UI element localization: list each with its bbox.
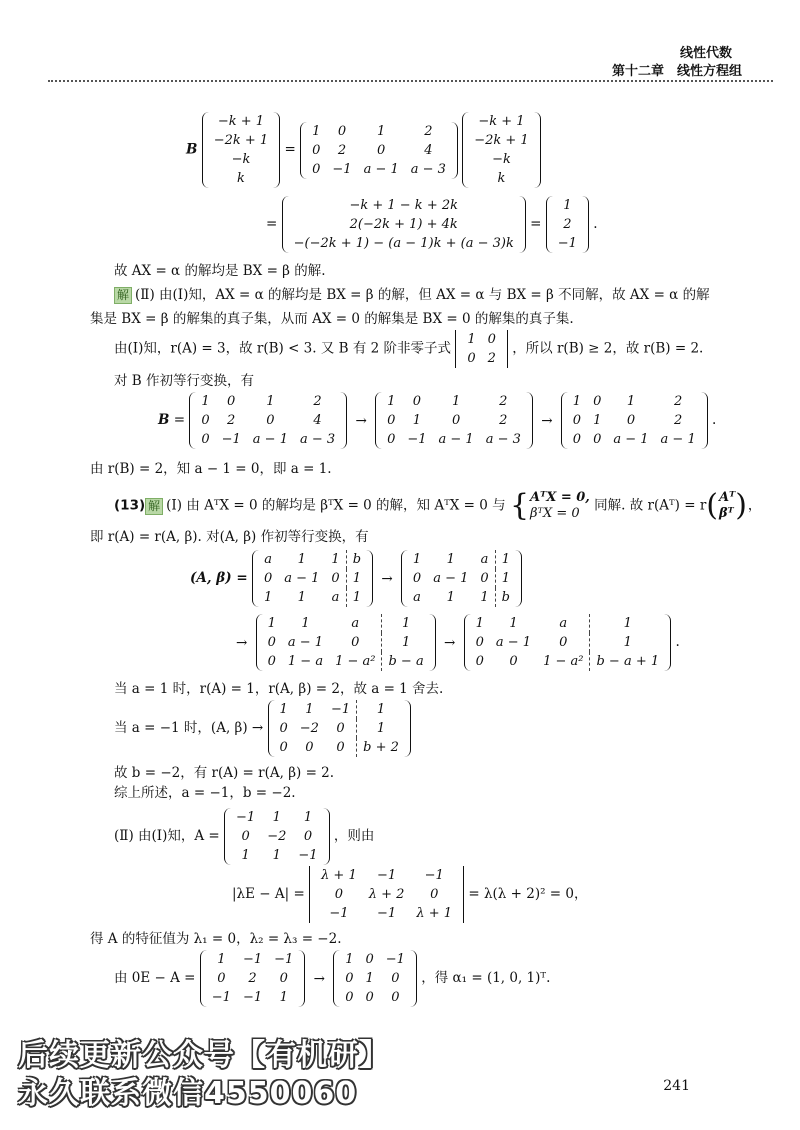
matrix-cell: −1 [407, 432, 427, 447]
text-line: 解 (Ⅱ) 由(Ⅰ)知，AX = α 的解均是 BX = β 的解，但 AX = α 与 BX = β 不同解，故 AX = α 的解 [114, 286, 710, 304]
matrix-cell: 1 [412, 552, 422, 567]
matrix-cell: 2 [563, 217, 572, 232]
matrix-cell: 1 [626, 394, 636, 409]
matrix-cell: −k [231, 152, 251, 167]
matrix-cell: −1 [376, 868, 397, 883]
matrix-cell: 0 [593, 432, 602, 447]
matrix-cell: 0 [412, 571, 422, 586]
matrix-cell: b + 2 [357, 738, 405, 757]
matrix-cell: 1 [297, 590, 306, 605]
matrix [300, 122, 458, 179]
matrix-cell: 0 [451, 413, 461, 428]
matrix-cell: −2k + 1 [213, 133, 269, 148]
arrow-icon: → [355, 412, 367, 429]
matrix-cell: 0 [279, 971, 288, 986]
matrix-cell: 0 [217, 971, 226, 986]
matrix-cell: a − 3 [485, 432, 521, 447]
matrix-cell: −1 [236, 810, 256, 825]
matrix-cell: 1 [279, 990, 288, 1005]
header-divider [48, 80, 773, 82]
matrix-cell: −1 [329, 906, 349, 921]
matrix [546, 196, 589, 253]
matrix-cell: 1 [382, 633, 430, 652]
matrix-cell: 0 [303, 829, 313, 844]
matrix-cell: λ + 1 [416, 906, 453, 921]
text-line: 由(Ⅰ)知，r(A) = 3，故 r(B) < 3. 又 B 有 2 阶非零子式 1 0 0 2 ，所以 r(B) ≥ 2，故 r(B) = 2. [114, 332, 704, 366]
matrix-cell: a − 1 [438, 432, 474, 447]
matrix-cell: 1 [495, 550, 516, 569]
matrix-cell: 0 [351, 635, 360, 650]
matrix-cell: 0 [305, 740, 314, 755]
matrix-cell: b [346, 550, 367, 569]
matrix-cell: 1 [331, 552, 340, 567]
matrix-cell: a [559, 616, 568, 631]
matrix-cell: 2 [337, 142, 347, 158]
matrix-cell: 1 [303, 810, 313, 825]
matrix-cell: a [480, 552, 489, 567]
matrix-cell: b − a + 1 [590, 652, 665, 671]
matrix-cell: 1 [217, 952, 226, 967]
matrix-cell: 0 [365, 990, 374, 1005]
matrix-cell: 0 [387, 432, 396, 447]
matrix-cell: a − 1 [284, 571, 320, 586]
matrix-cell: 1 [467, 332, 476, 347]
matrix [282, 196, 526, 253]
text-line: 得 A 的特征值为 λ₁ = 0，λ₂ = λ₃ = −2. [90, 931, 342, 947]
matrix-cell: λ + 1 [321, 868, 357, 883]
matrix-cell: 0 [387, 413, 396, 428]
matrix-cell: 0 [267, 635, 276, 650]
matrix-cell: a [413, 590, 421, 605]
matrix-cell: 0 [572, 432, 582, 447]
matrix-cell: −1 [332, 161, 352, 177]
matrix-cell: 0 [336, 740, 345, 755]
matrix-cell: 0 [201, 413, 210, 428]
matrix-cell: 0 [263, 571, 273, 586]
matrix [268, 700, 411, 757]
matrix-cell: −1 [274, 952, 294, 967]
text-line: 集是 BX = β 的解集的真子集，从而 AX = 0 的解集是 BX = 0 的解集的真子集. [90, 311, 574, 327]
matrix-cell: 2 [674, 413, 683, 428]
matrix-cell: −1 [424, 868, 444, 883]
matrix-cell: 0 [336, 721, 345, 736]
matrix-cell: 1 − a² [543, 654, 584, 669]
matrix-cell: a − 3 [299, 432, 336, 447]
matrix-cell: −2k + 1 [474, 133, 529, 148]
solution-tag: 解 [145, 498, 163, 515]
text-line: 即 r(A) = r(A, β). 对(A, β) 作初等行变换，有 [90, 529, 369, 545]
matrix-cell: 0 [480, 571, 489, 586]
matrix-cell: 1 [357, 700, 405, 719]
matrix-cell: a [331, 590, 340, 605]
matrix-cell: 1 [279, 702, 288, 717]
matrix-cell: 1 [387, 394, 396, 409]
matrix-cell: 1 [475, 616, 484, 631]
matrix-cell: −2 [267, 829, 287, 844]
matrix-cell: a − 1 [433, 571, 469, 586]
matrix-cell: 1 [297, 552, 306, 567]
matrix-cell: −1 [376, 906, 397, 921]
equation-characteristic: |λE − A| = λ + 1 −1 −1 0 λ + 2 0 −1 −1 λ + 1 = λ(λ + 2)² = 0， [232, 868, 588, 921]
matrix [464, 614, 672, 671]
matrix-cell: −(−2k + 1) − (a − 1)k + (a − 3)k [293, 236, 514, 251]
matrix-cell: 1 [267, 616, 276, 631]
matrix-cell: 0 [267, 654, 276, 669]
matrix-cell: a [351, 616, 360, 631]
matrix-cell: 1 [272, 810, 281, 825]
matrix-cell: a − 1 [613, 432, 649, 447]
matrix-cell: 0 [377, 142, 386, 158]
equation-ab-reduction-1: (A, β) = a 1 1 b 0 a − 1 0 1 1 1 a 1 → 1 1 a 1 0 a − 1 0 1 a 1 1 b [190, 550, 522, 607]
equation-result: = −k + 1 − k + 2k 2(−2k + 1) + 4k −(−2k + 1) − (a − 1)k + (a − 3)k = 1 2 −1 . [266, 198, 598, 251]
matrix [462, 112, 540, 188]
matrix-cell: 0 [312, 142, 321, 158]
matrix [224, 808, 330, 865]
matrix-cell: 0 [227, 394, 236, 409]
matrix-cell: 0 [391, 971, 400, 986]
matrix-cell: 0 [337, 123, 347, 139]
matrix-cell: 1 [346, 588, 367, 607]
matrix [202, 112, 280, 188]
matrix [561, 392, 708, 449]
matrix-cell: a − 1 [363, 161, 399, 177]
matrix-cell: 1 [480, 590, 489, 605]
equation-eigenvector: 由 0E − A = 1 −1 −1 0 2 0 −1 −1 1 → 1 0 −1 0 1 0 0 0 0 ，得 α₁ = (1, 0, 1)ᵀ. [114, 952, 551, 1005]
matrix-cell: 0 [487, 332, 496, 347]
matrix [375, 392, 533, 449]
matrix-cell: 1 [495, 569, 516, 588]
header-subject: 线性代数 [679, 46, 732, 61]
matrix-cell: 1 [263, 590, 273, 605]
matrix-cell: k [497, 171, 506, 186]
matrix-cell: 0 [430, 887, 439, 902]
matrix-cell: 0 [334, 887, 344, 902]
text-line: 故 b = −2，有 r(A) = r(A, β) = 2. [114, 765, 335, 781]
matrix-cell: 0 [626, 413, 636, 428]
matrix [252, 550, 373, 607]
matrix [401, 550, 522, 607]
matrix-cell: −k + 1 [478, 114, 525, 129]
brace: { [509, 488, 530, 523]
matrix-cell: a − 1 [252, 432, 288, 447]
matrix-cell: 1 [346, 569, 367, 588]
matrix-cell: 0 [345, 971, 354, 986]
matrix-cell: 2 [499, 394, 508, 409]
matrix-cell: 1 − a² [335, 654, 376, 669]
matrix-cell: 0 [509, 654, 518, 669]
text-line: 故 AX = α 的解均是 BX = β 的解. [114, 263, 326, 279]
matrix-cell: 1 [312, 123, 321, 139]
paren: ( [706, 488, 718, 523]
matrix-cell: a − 1 [660, 432, 696, 447]
matrix-cell: 0 [475, 654, 484, 669]
text-line: 综上所述，a = −1，b = −2. [114, 785, 296, 801]
matrix-cell: 1 [446, 552, 455, 567]
matrix-cell: 1 [305, 702, 314, 717]
watermark-line-2: 永久联系微信4550060 [18, 1076, 358, 1111]
matrix-cell: 1 − a [287, 654, 324, 669]
matrix-cell: 2 [487, 351, 496, 366]
text-line: 当 a = 1 时，r(A) = 1，r(A, β) = 2，故 a = 1 舍去. [114, 681, 444, 697]
matrix-cell: 1 [345, 952, 354, 967]
matrix-cell: 0 [279, 740, 288, 755]
matrix-cell: 1 [451, 394, 461, 409]
matrix-cell: λ + 2 [368, 887, 405, 902]
matrix-cell: 2 [424, 123, 433, 139]
matrix-cell: 1 [412, 413, 422, 428]
matrix-cell: 1 [201, 394, 210, 409]
solution-tag: 解 [114, 287, 132, 304]
matrix-cell: 2 [313, 394, 322, 409]
matrix-cell: −1 [557, 236, 577, 251]
matrix [200, 950, 306, 1007]
matrix-cell: 0 [266, 413, 275, 428]
matrix-cell: 0 [412, 394, 422, 409]
matrix-cell: −1 [211, 990, 231, 1005]
matrix-cell: −1 [330, 702, 351, 717]
matrix-cell: 1 [382, 614, 430, 633]
matrix-cell: 0 [312, 161, 321, 177]
matrix-cell: a [264, 552, 272, 567]
matrix-cell: −1 [298, 848, 318, 863]
matrix-cell: 1 [590, 614, 665, 633]
matrix-cell: 1 [301, 616, 310, 631]
equation-a-matrix: (Ⅱ) 由(Ⅰ)知，A = −1 1 1 0 −2 0 1 1 −1 ，则由 [114, 810, 375, 863]
matrix-cell: 1 [563, 198, 572, 213]
matrix-cell: 2 [227, 413, 236, 428]
equation-b-reduction: B = 1 0 1 2 0 2 0 4 0 −1 a − 1 a − 3 → 1 0 1 2 0 1 0 2 0 −1 a − 1 a − 3 → 1 0 1 2 0 1 0 2 0 0 a − 1 a − 1 . [158, 394, 717, 447]
arrow-icon: → [236, 634, 248, 651]
matrix-cell: 1 [593, 413, 602, 428]
matrix-cell: 1 [272, 848, 281, 863]
determinant [455, 330, 508, 368]
matrix-cell: −2 [299, 721, 319, 736]
matrix-cell: k [237, 171, 245, 186]
page-number: 241 [663, 1078, 690, 1094]
matrix-cell: 2 [248, 971, 257, 986]
text-line: 由 r(B) = 2，知 a − 1 = 0，即 a = 1. [90, 461, 332, 477]
matrix-cell: 2 [674, 394, 683, 409]
text-line: (13) 解 (Ⅰ) 由 AᵀX = 0 的解均是 βᵀX = 0 的解，知 AᵀX = 0 与 {AᵀX = 0, βᵀX = 0 同解. 故 r(Aᵀ) = r(Aᵀ βᵀ)， [114, 488, 762, 523]
matrix-cell: 0 [241, 829, 250, 844]
arrow-icon: → [313, 970, 325, 987]
matrix-cell: b [495, 588, 516, 607]
text-line: 对 B 作初等行变换，有 [114, 373, 255, 389]
matrix-cell: 1 [446, 590, 455, 605]
matrix-cell: 0 [279, 721, 288, 736]
matrix-cell: 4 [424, 142, 433, 158]
determinant [309, 866, 464, 923]
watermark-line-1: 后续更新公众号【有机研】 [18, 1038, 390, 1073]
matrix-cell: 0 [475, 635, 484, 650]
matrix-cell: a − 1 [287, 635, 324, 650]
matrix-cell: 4 [313, 413, 322, 428]
paren: ) [735, 488, 747, 523]
matrix-cell: −k + 1 − k + 2k [349, 198, 458, 213]
matrix-cell: 2 [499, 413, 508, 428]
matrix-cell: −1 [242, 952, 263, 967]
matrix-cell: 0 [331, 571, 340, 586]
matrix-cell: 2(−2k + 1) + 4k [349, 217, 458, 232]
matrix-cell: −1 [221, 432, 241, 447]
matrix-cell: 1 [365, 971, 374, 986]
matrix-cell: a − 1 [495, 635, 532, 650]
matrix-cell: 0 [345, 990, 354, 1005]
matrix-cell: 1 [241, 848, 250, 863]
header-chapter: 第十二章 线性方程组 [611, 64, 742, 79]
matrix-cell: 1 [357, 719, 405, 738]
matrix-cell: 0 [467, 351, 476, 366]
matrix-cell: a − 3 [410, 161, 446, 177]
matrix-cell: 1 [590, 633, 665, 652]
matrix-cell: 1 [266, 394, 275, 409]
equation-a-minus-one: 当 a = −1 时，(A, β) → 1 1 −1 1 0 −2 0 1 0 0 0 b + 2 [114, 700, 411, 757]
matrix-cell: 1 [509, 616, 518, 631]
equation-ab-reduction-2: → 1 1 a 1 0 a − 1 0 1 0 1 − a 1 − a² b − a → 1 1 a 1 0 a − 1 0 1 0 0 1 − a² b − a + 1 . [236, 616, 680, 669]
arrow-icon: → [381, 570, 393, 587]
matrix-cell: 0 [572, 413, 582, 428]
equation-bk: B −k + 1 −2k + 1 −k k = 1 0 1 2 0 2 0 4 0 −1 a − 1 a − 3 −k + 1 −2k + 1 −k k [186, 112, 541, 188]
matrix-cell: 0 [391, 990, 400, 1005]
matrix [333, 950, 417, 1007]
matrix-cell: 0 [559, 635, 568, 650]
arrow-icon: → [444, 634, 456, 651]
matrix-cell: 0 [201, 432, 210, 447]
matrix [256, 614, 436, 671]
matrix-cell: 0 [593, 394, 602, 409]
matrix-cell: −1 [385, 952, 405, 967]
matrix-cell: 0 [365, 952, 374, 967]
matrix-cell: −k [492, 152, 511, 167]
matrix-cell: −1 [242, 990, 263, 1005]
matrix [189, 392, 347, 449]
matrix-cell: b − a [382, 652, 430, 671]
matrix-cell: 1 [572, 394, 582, 409]
matrix-cell: −k + 1 [217, 114, 265, 129]
matrix-cell: 1 [377, 123, 386, 139]
arrow-icon: → [541, 412, 553, 429]
